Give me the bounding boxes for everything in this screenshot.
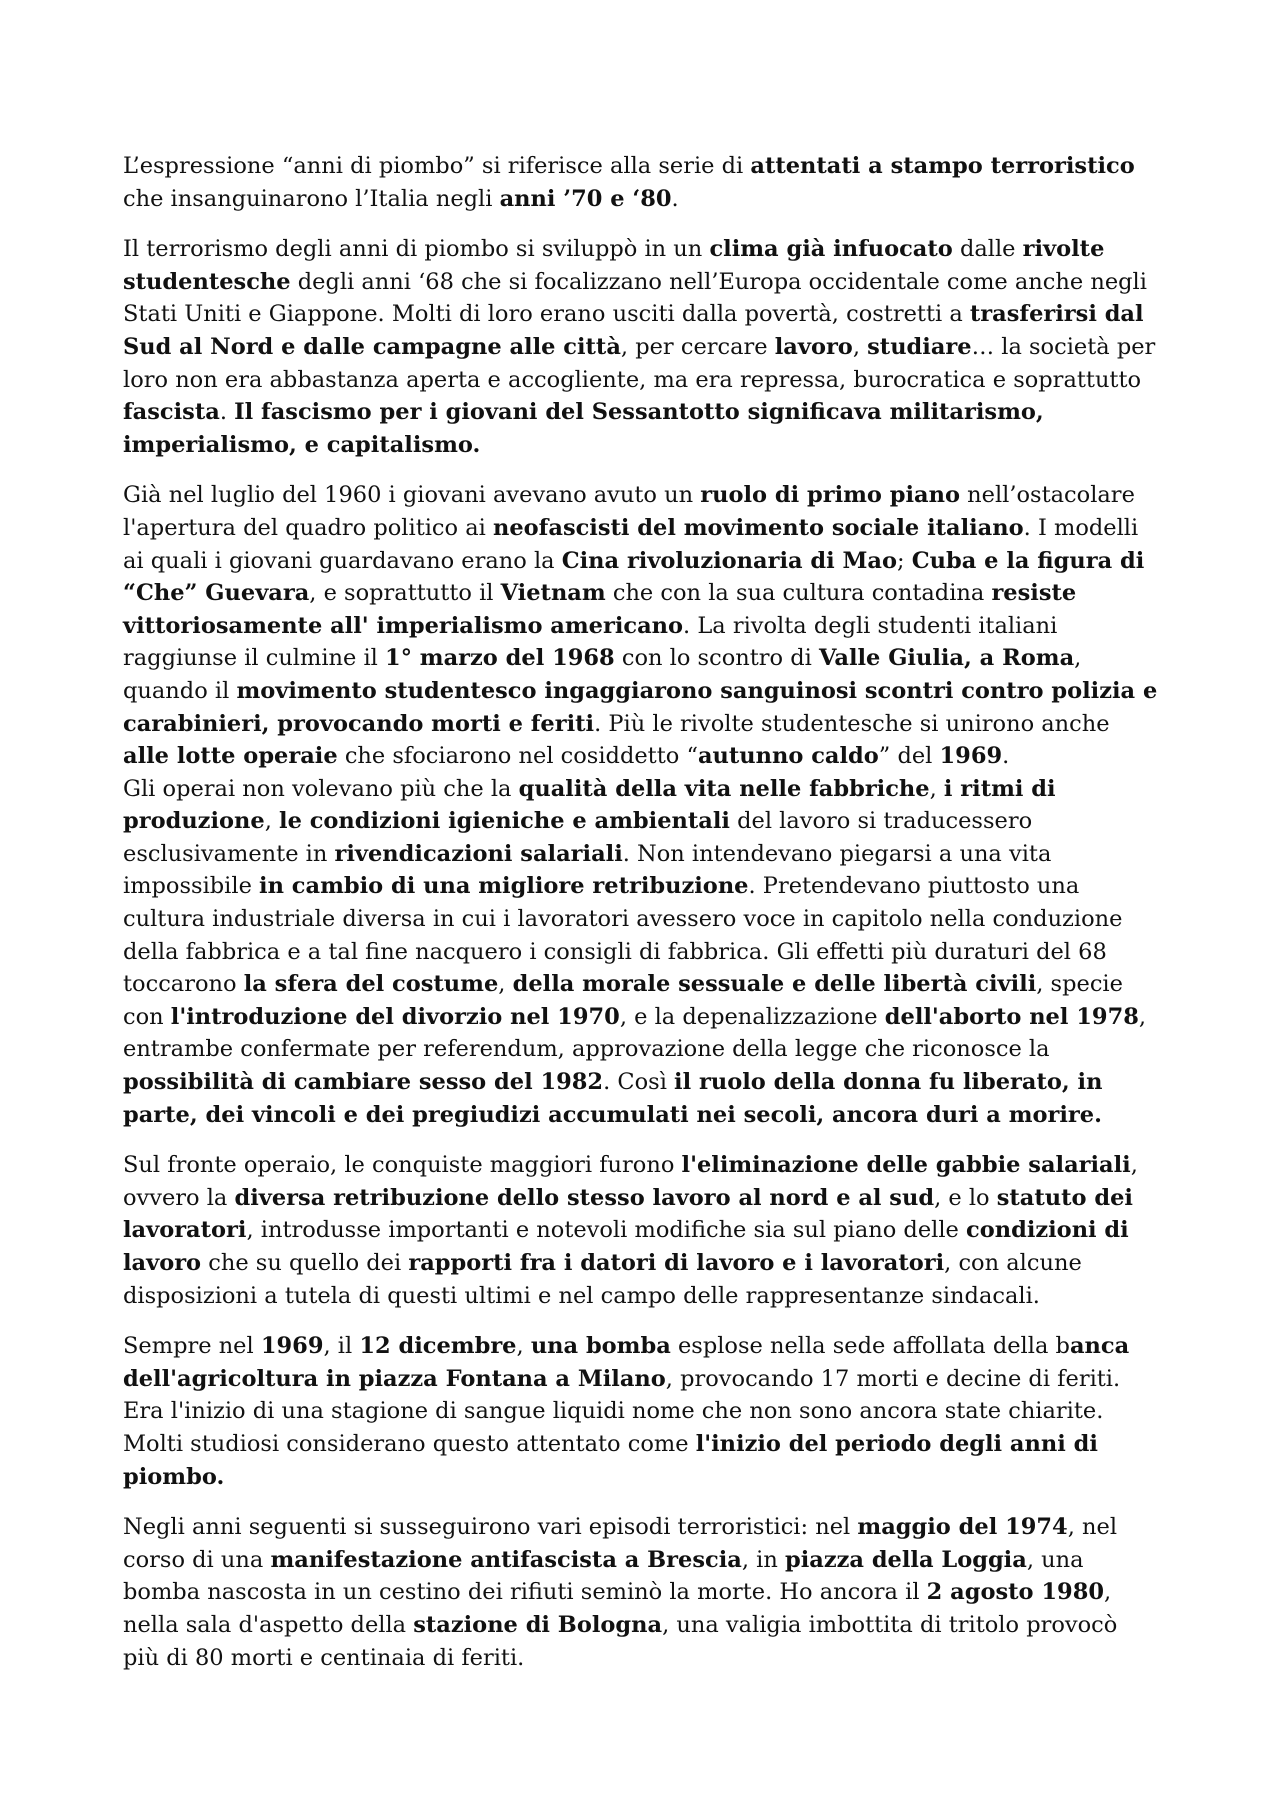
paragraph — [123, 1149, 1160, 1312]
text: . Non intendevano piegarsi a una vita impossibile — [123, 840, 1052, 900]
bold-text: movimento studentesco ingaggiarono sanguinosi scontri contro polizia e carabinieri, provocando morti e feriti — [123, 677, 1158, 737]
text: , in — [741, 1546, 785, 1573]
text: , introdusse importanti e notevoli modifiche sia sul piano delle — [246, 1217, 967, 1244]
text: , e la depenalizzazione — [619, 1003, 885, 1030]
text: , — [264, 808, 280, 835]
text: Il terrorismo degli anni di piombo si sviluppò in un — [123, 236, 710, 263]
text: ” del — [878, 743, 940, 770]
bold-text: dell'aborto nel 1978 — [884, 1003, 1139, 1030]
text: , e lo — [934, 1184, 997, 1211]
bold-text: l'eliminazione delle gabbie salariali — [681, 1152, 1131, 1179]
bold-text: ruolo di primo piano — [700, 482, 960, 509]
bold-text: i ritmi di produzione — [123, 775, 1056, 835]
paragraph — [123, 773, 1160, 1132]
paragraph — [123, 479, 1160, 772]
text: esplose nella sede affollata della b — [670, 1333, 1070, 1360]
bold-text: Valle Giulia, a Roma — [818, 645, 1075, 672]
text: Sul fronte operaio, le conquiste maggiori furono — [123, 1152, 682, 1179]
bold-text: statuto dei lavoratori — [123, 1184, 1133, 1244]
text: . La rivolta degli studenti italiani raggiunse il culmine il — [123, 612, 1058, 672]
text: , specie con — [123, 971, 1123, 1030]
bold-text: attentati a stampo terroristico — [750, 153, 1135, 179]
bold-text: Cuba e la figura di “Che” Guevara — [123, 547, 1145, 607]
bold-text: l'inizio del periodo degli anni di piombo. — [123, 1430, 1098, 1490]
bold-text: condizioni di lavoro — [123, 1217, 1129, 1276]
bold-text: piazza della Loggia — [785, 1546, 1027, 1573]
bold-text: il ruolo della donna fu liberato, in parte, dei vincoli e dei pregiudizi accumulati nei secoli, ancora duri a morire. — [123, 1069, 1103, 1128]
bold-text: fascista — [123, 399, 220, 426]
text: dalle — [952, 236, 1023, 263]
text: che sfociarono nel cosiddetto “ — [337, 743, 698, 770]
text: . I modelli ai quali i giovani guardavano erano la — [123, 514, 1139, 574]
text: , — [852, 333, 868, 360]
text: , e soprattutto il — [309, 580, 501, 607]
text: . — [671, 185, 679, 212]
paragraph — [123, 1330, 1160, 1493]
text: , — [516, 1333, 531, 1360]
text: , quando il — [123, 645, 1082, 704]
text: Gli operai non volevano più che la — [123, 775, 519, 802]
bold-text: le condizioni igieniche e ambientali — [279, 808, 730, 835]
text: ; — [897, 547, 912, 574]
text: del lavoro si traducessero esclusivamente in — [123, 808, 1033, 867]
bold-text: possibilità di cambiare sesso del 1982 — [123, 1069, 604, 1096]
bold-text: rivendicazioni salariali — [334, 840, 623, 867]
text: che con la sua cultura contadina — [605, 580, 992, 607]
text: . — [1002, 743, 1010, 770]
bold-text: autunno caldo — [697, 743, 879, 770]
text: , nel corso di una — [123, 1514, 1118, 1573]
text: … la società per loro non era abbastanza aperta e accogliente, ma era repressa, burocratica e soprattutto — [123, 333, 1156, 393]
text: degli anni ‘68 che si focalizzano nell’Europa occidentale come anche negli Stati Uniti e Giappone. Molti di loro erano usciti dalla povertà, costretti a — [123, 268, 1147, 328]
text: , — [929, 775, 944, 802]
paragraph — [123, 150, 1160, 215]
bold-text: 1969 — [939, 743, 1003, 770]
text: . Pretendevano piuttosto una cultura industriale diversa in cui i lavoratori avessero voce in capitolo nella conduzione della fabbrica e a tal fine nacquero i consigli di fabbrica. Gli effetti più duraturi del 68 toccarono — [123, 873, 1123, 998]
bold-text: della morale sessuale e delle libertà civili — [512, 971, 1037, 998]
text: con lo scontro di — [614, 645, 819, 672]
paragraph — [123, 1511, 1160, 1674]
text: L’espressione “anni di piombo” si riferisce alla serie di — [123, 153, 751, 179]
text: , una valigia imbottita di tritolo provocò più di 80 morti e centinaia di feriti. — [123, 1611, 1118, 1671]
bold-text: 1969 — [260, 1333, 324, 1360]
bold-text: Vietnam — [500, 580, 606, 607]
bold-text: maggio del 1974 — [857, 1514, 1068, 1541]
text: . — [219, 399, 235, 426]
bold-text: stazione di Bologna — [413, 1611, 663, 1638]
text: , provocando 17 morti e decine di feriti. Era l'inizio di una stagione di sangue liquidi nome che non sono ancora state chiarite. Molti studiosi considerano questo attentato come — [123, 1365, 1121, 1457]
bold-text: rapporti fra i datori di lavoro e i lavoratori — [408, 1250, 945, 1276]
bold-text: Cina rivoluzionaria di Mao — [561, 547, 898, 574]
bold-text: rivolte studentesche — [123, 236, 1105, 295]
bold-text: clima già infuocato — [709, 236, 953, 263]
bold-text: alle lotte operaie — [123, 743, 338, 770]
text: , il — [323, 1333, 360, 1360]
text: . Così — [603, 1069, 675, 1096]
bold-text: manifestazione antifascista a Brescia — [270, 1546, 742, 1573]
bold-text: l'introduzione del divorzio nel 1970 — [170, 1003, 620, 1030]
bold-text: in cambio di una migliore retribuzione — [259, 873, 749, 900]
bold-text: trasferirsi dal Sud al Nord e dalle campagne alle città — [123, 301, 1144, 360]
text: , con alcune disposizioni a tutela di questi ultimi e nel campo delle rappresentanze sindacali. — [123, 1250, 1082, 1309]
bold-text: anni ’70 e ‘80 — [499, 185, 672, 212]
bold-text: la sfera del costume — [243, 971, 499, 998]
text: , ovvero la — [123, 1152, 1138, 1211]
bold-text: 12 dicembre — [359, 1333, 517, 1360]
text: che su quello dei — [201, 1250, 409, 1276]
text: . Più le rivolte studentesche si unirono anche — [594, 710, 1110, 737]
text: , nella sala d'aspetto della — [123, 1579, 1112, 1638]
bold-text: anca dell'agricoltura in piazza Fontana a Milano — [123, 1333, 1130, 1392]
text: Sempre nel — [123, 1333, 261, 1360]
paragraph — [123, 233, 1160, 461]
bold-text: diversa retribuzione dello stesso lavoro al nord e al sud — [234, 1184, 935, 1211]
text: , per cercare — [620, 333, 775, 360]
text: , — [498, 971, 513, 998]
bold-text: studiare — [867, 333, 972, 360]
text: che insanguinarono l’Italia negli — [123, 185, 500, 212]
text: , entrambe confermate per referendum, approvazione della legge che riconosce la — [123, 1003, 1147, 1063]
bold-text: 2 agosto 1980 — [926, 1579, 1105, 1606]
text: nell’ostacolare l'apertura del quadro politico ai — [123, 482, 1135, 541]
bold-text: 1° marzo del 1968 — [385, 645, 615, 672]
text: , una bomba nascosta in un cestino dei rifiuti seminò la morte. Ho ancora il — [123, 1546, 1084, 1606]
text: Già nel luglio del 1960 i giovani avevano avuto un — [123, 482, 701, 509]
bold-text: una bomba — [530, 1333, 671, 1360]
bold-text: qualità della vita nelle fabbriche — [518, 775, 930, 802]
bold-text: neofascisti del movimento sociale italiano — [493, 514, 1024, 541]
bold-text: lavoro — [774, 333, 853, 360]
text: Negli anni seguenti si susseguirono vari episodi terroristici: nel — [123, 1514, 858, 1541]
bold-text: Il fascismo per i giovani del Sessantotto significava militarismo, imperialismo, e capitalismo. — [123, 399, 1044, 458]
bold-text: resiste vittoriosamente all' imperialismo americano — [123, 580, 1077, 639]
